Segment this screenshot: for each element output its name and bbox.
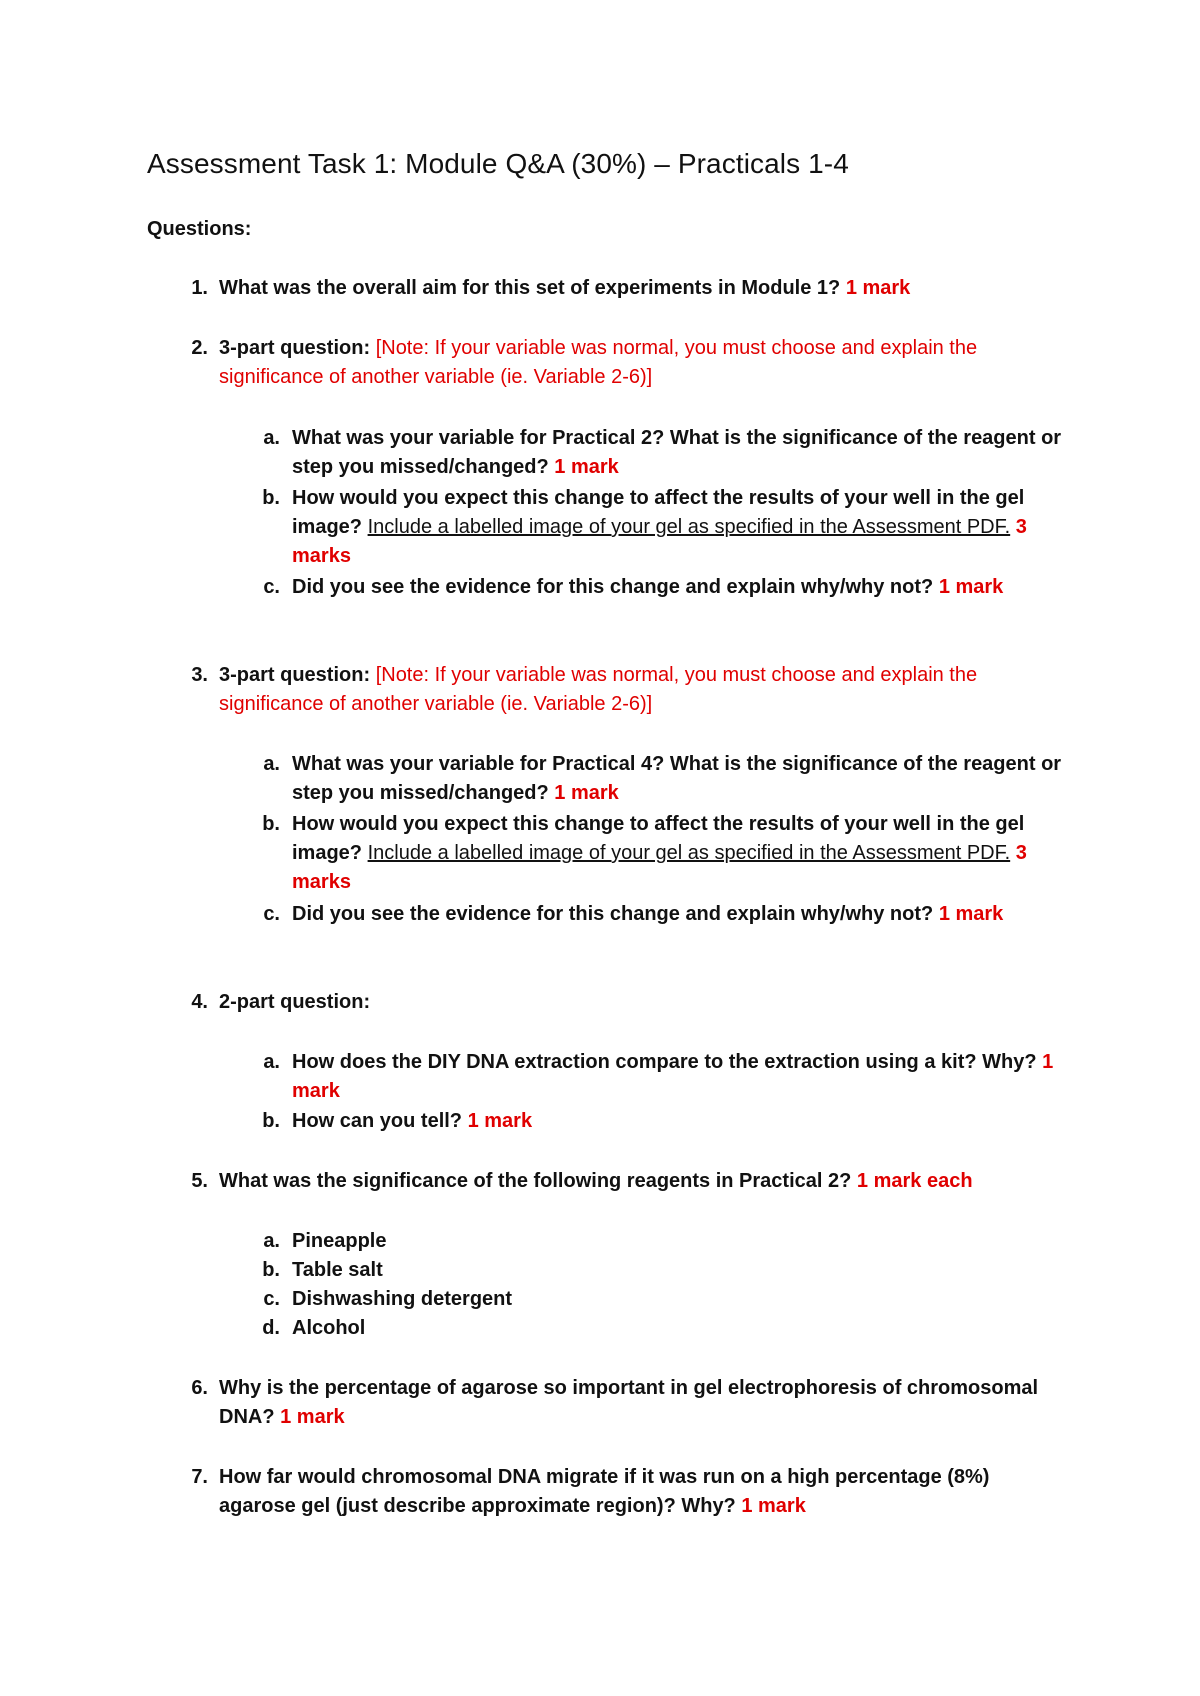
question-text: How far would chromosomal DNA migrate if it was run on a high percentage (8%) agarose gel (just describe approximate region)? Why? — [219, 1466, 990, 1517]
subquestion-text: How would you expect this change to affect the results of your well in the gel image? — [292, 487, 1025, 538]
question-number: 3. — [191, 664, 208, 686]
subquestion-mark: 1 mark — [554, 782, 619, 804]
subquestion-letter: c. — [263, 576, 280, 598]
subquestion-letter: b. — [262, 1110, 280, 1132]
subquestion-mark: 1 mark — [938, 903, 1004, 925]
subquestion-letter: a. — [263, 1051, 280, 1073]
subquestion-text: Did you see the evidence for this change and explain why/why not? — [292, 903, 934, 925]
question-mark: 1 mark — [845, 277, 911, 299]
subquestion-text: What was your variable for Practical 2? What is the significance of the reagent or step you missed/changed? — [292, 427, 1062, 478]
subquestion-text: How would you expect this change to affect the results of your well in the gel image? — [292, 813, 1025, 864]
question-number: 5. — [191, 1170, 208, 1192]
subquestion-letter: a. — [263, 1230, 280, 1252]
subquestion-instruction: Include a labelled image of your gel as specified in the Assessment PDF. — [367, 842, 1011, 864]
subquestion-mark: 1 mark — [554, 456, 619, 478]
document-title: Assessment Task 1: Module Q&A (30%) – Practicals 1-4 — [147, 148, 849, 179]
subquestion-text: How does the DIY DNA extraction compare to the extraction using a kit? Why? — [292, 1051, 1037, 1073]
subquestion-mark: 3 marks — [292, 516, 1027, 567]
subquestion-text: How can you tell? — [292, 1110, 463, 1132]
questions-heading: Questions: — [147, 218, 252, 240]
subquestion-mark: 1 mark — [467, 1110, 533, 1132]
question-note: [Note: If your variable was normal, you must choose and explain the significance of another variable (ie. Variable 2-6)] — [219, 337, 978, 388]
question-mark: 1 mark — [741, 1495, 806, 1517]
question-number: 7. — [191, 1466, 208, 1488]
subquestion-text: Pineapple — [292, 1230, 387, 1252]
question-number: 1. — [191, 277, 208, 299]
subquestion-mark: 1 mark — [292, 1051, 1054, 1102]
question-text: Why is the percentage of agarose so important in gel electrophoresis of chromosomal DNA? — [219, 1377, 1039, 1428]
question-number: 4. — [191, 991, 208, 1013]
subquestion-letter: a. — [263, 427, 280, 449]
subquestion-mark: 1 mark — [938, 576, 1004, 598]
subquestion-letter: b. — [262, 1259, 280, 1281]
subquestion-text: Table salt — [292, 1259, 383, 1281]
subquestion-text: Did you see the evidence for this change and explain why/why not? — [292, 576, 934, 598]
question-text: What was the significance of the following reagents in Practical 2? — [219, 1170, 852, 1192]
subquestion-letter: d. — [262, 1317, 280, 1339]
question-text: 3-part question: — [219, 664, 371, 686]
question-number: 6. — [191, 1377, 208, 1399]
subquestion-letter: b. — [262, 487, 280, 509]
subquestion-letter: c. — [263, 1288, 280, 1310]
subquestion-text: What was your variable for Practical 4? What is the significance of the reagent or step you missed/changed? — [292, 753, 1062, 804]
subquestion-text: Dishwashing detergent — [292, 1288, 513, 1310]
subquestion-mark: 3 marks — [292, 842, 1027, 893]
subquestion-letter: c. — [263, 903, 280, 925]
question-mark: 1 mark — [280, 1406, 345, 1428]
subquestion-instruction: Include a labelled image of your gel as specified in the Assessment PDF. — [367, 516, 1011, 538]
question-text: 3-part question: — [219, 337, 371, 359]
question-number: 2. — [191, 337, 208, 359]
question-note: [Note: If your variable was normal, you must choose and explain the significance of another variable (ie. Variable 2-6)] — [219, 664, 978, 715]
question-text: What was the overall aim for this set of experiments in Module 1? — [219, 277, 841, 299]
subquestion-letter: a. — [263, 753, 280, 775]
subquestion-text: Alcohol — [292, 1317, 366, 1339]
question-mark: 1 mark each — [856, 1170, 973, 1192]
subquestion-letter: b. — [262, 813, 280, 835]
question-text: 2-part question: — [219, 991, 371, 1013]
